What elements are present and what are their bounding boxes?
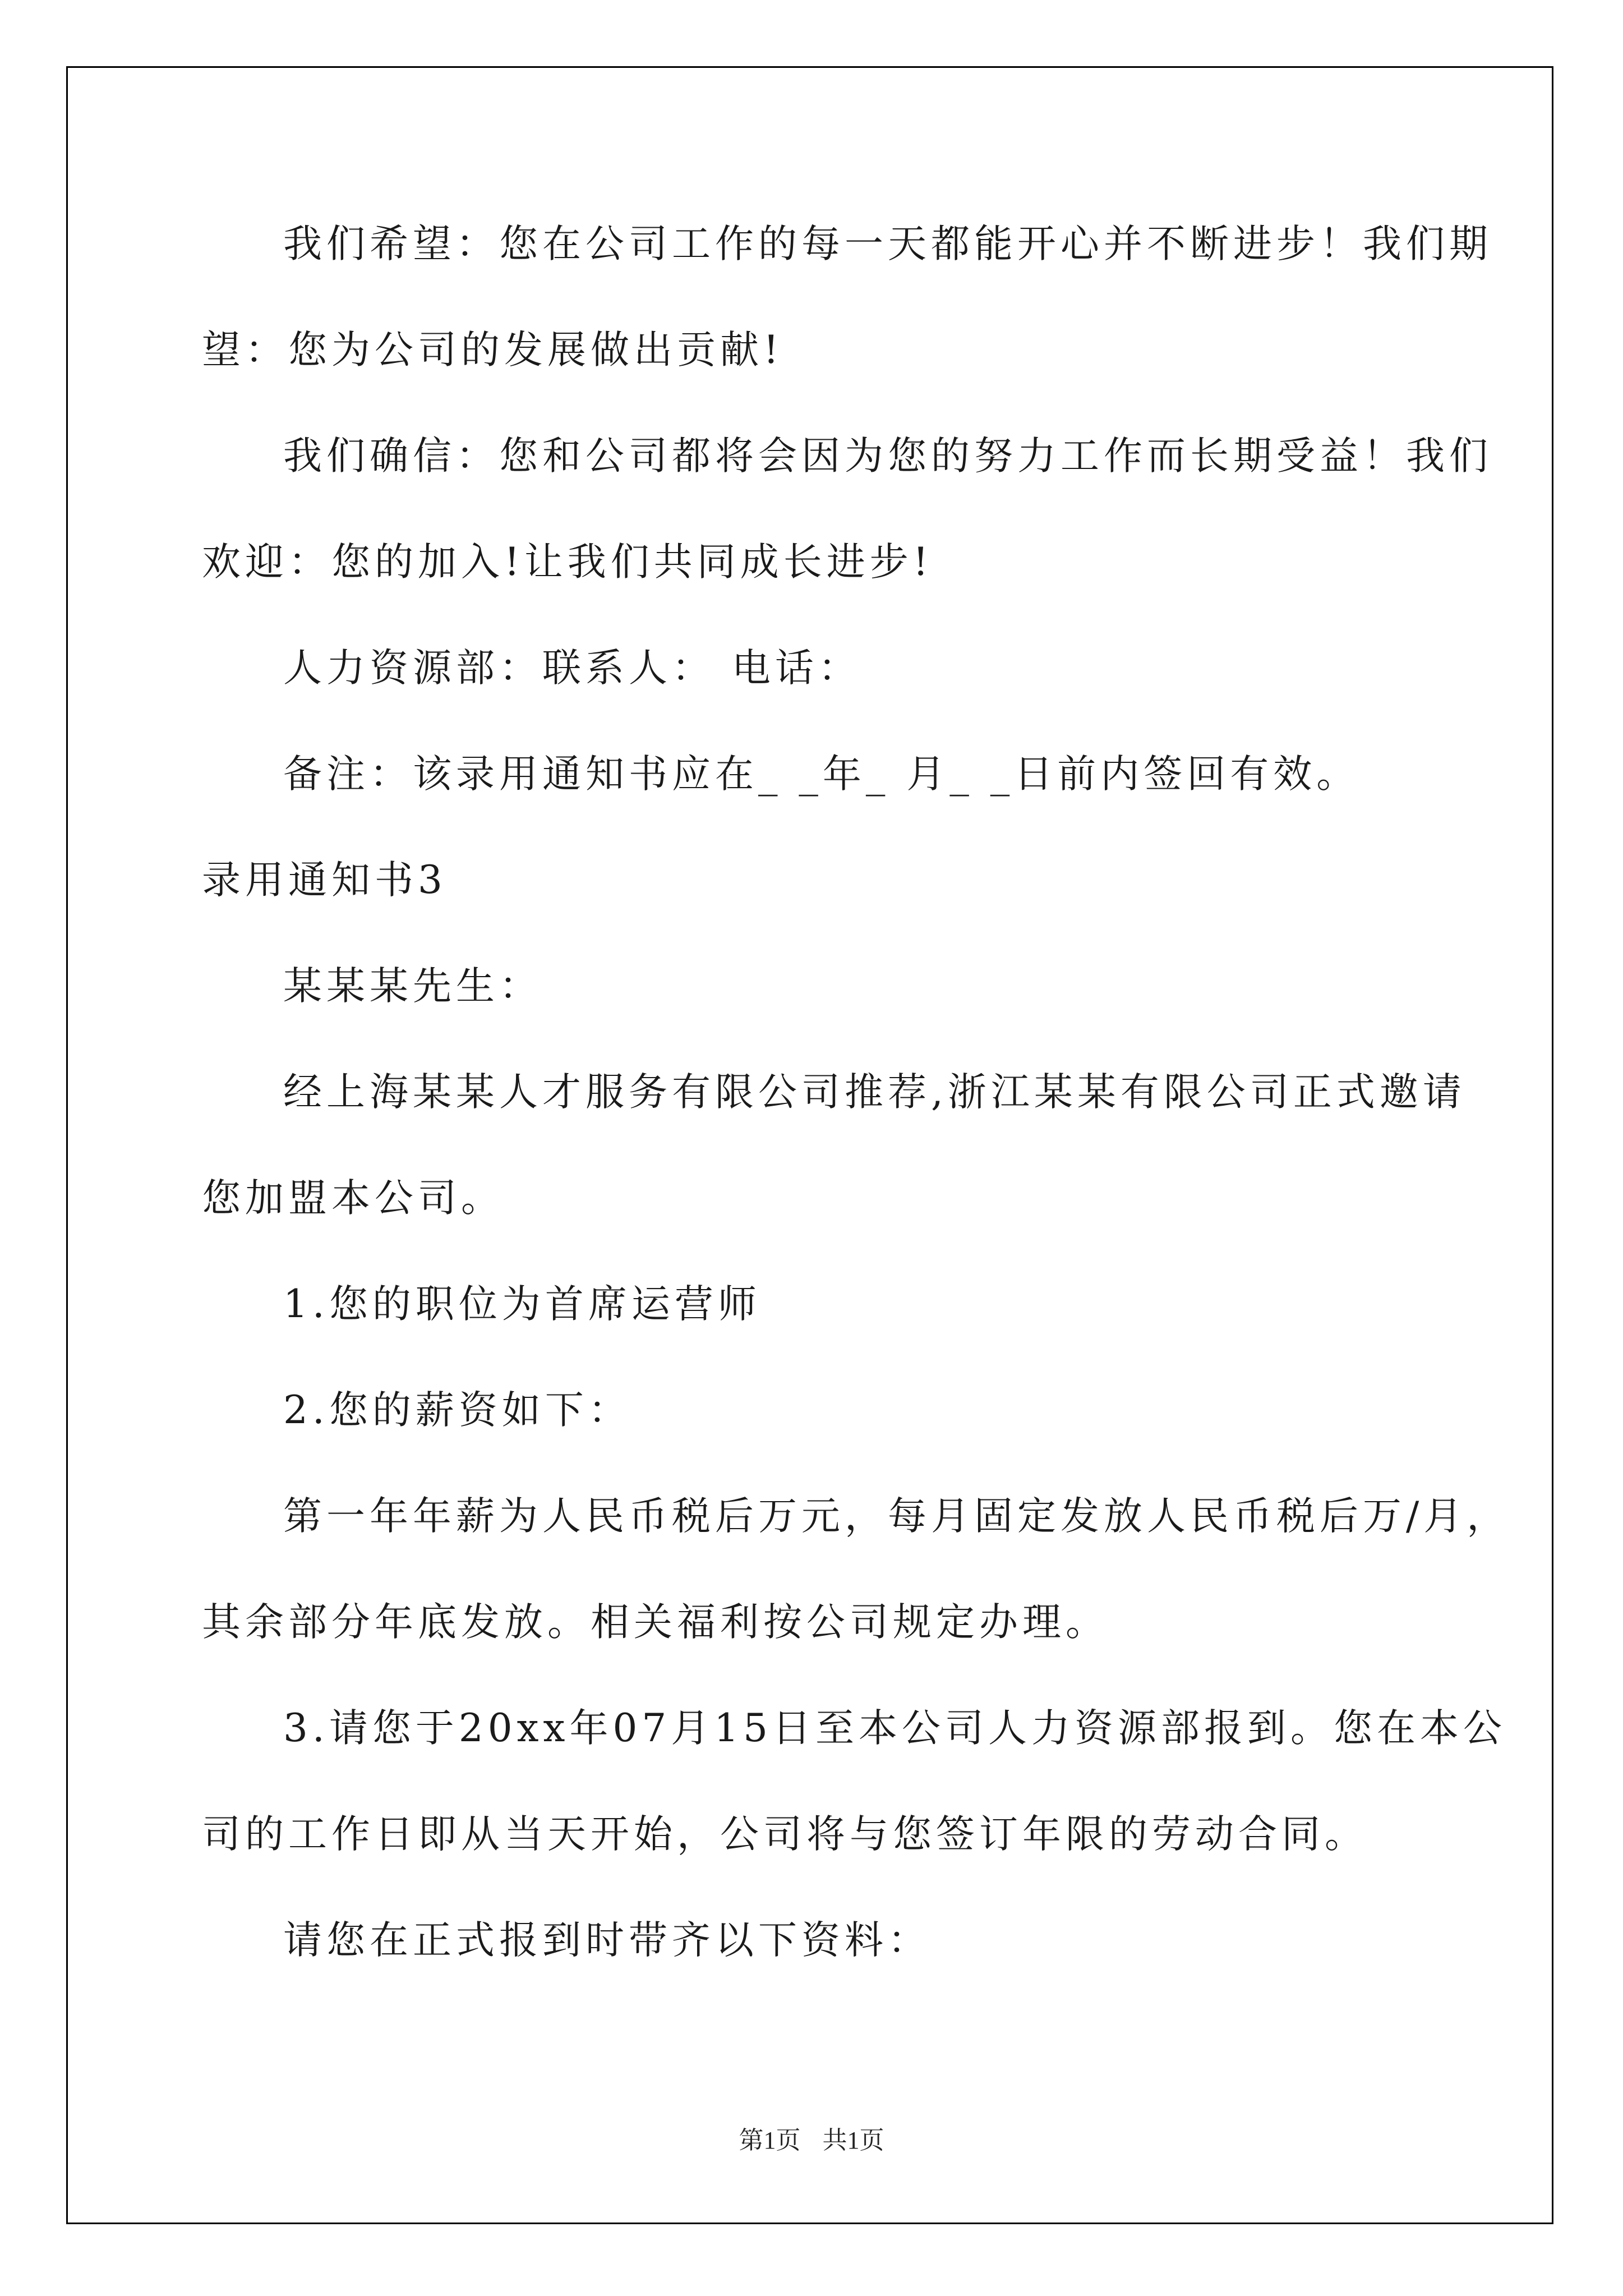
paragraph-line: 我们确信：您和公司都将会因为您的努力工作而长期受益！我们 — [283, 434, 1492, 478]
salutation: 某某某先生： — [283, 964, 542, 1009]
list-item: 2.您的薪资如下： — [283, 1388, 631, 1433]
page-footer — [0, 2125, 1623, 2156]
paragraph-line: 司的工作日即从当天开始，公司将与您签订年限的劳动合同。 — [202, 1812, 1368, 1857]
paragraph-line: 其余部分年底发放。相关福利按公司规定办理。 — [202, 1600, 1109, 1645]
paragraph-line: 望：您为公司的发展做出贡献! — [202, 328, 783, 372]
page-border — [66, 66, 1553, 2224]
paragraph-line: 第一年年薪为人民币税后万元，每月固定发放人民币税后万/月， — [283, 1494, 1510, 1539]
section-heading: 录用通知书3 — [202, 858, 447, 903]
list-item: 3.请您于20xx年07月15日至本公司人力资源部报到。您在本公 — [283, 1706, 1507, 1751]
contact-line: 人力资源部：联系人： 电话： — [283, 646, 861, 691]
paragraph-line: 请您在正式报到时带齐以下资料： — [283, 1918, 931, 1963]
paragraph-line: 您加盟本公司。 — [202, 1176, 504, 1221]
paragraph-line: 经上海某某人才服务有限公司推荐,浙江某某有限公司正式邀请 — [283, 1070, 1466, 1115]
page-total: 共1页 — [822, 2127, 884, 2154]
note-line: 备注：该录用通知书应在_ _年_ 月_ _日前内签回有效。 — [283, 752, 1360, 797]
paragraph-line: 欢迎：您的加入!让我们共同成长进步! — [202, 540, 933, 585]
page-number: 第1页 — [739, 2127, 801, 2154]
paragraph-line: 我们希望：您在公司工作的每一天都能开心并不断进步！我们期 — [283, 222, 1492, 266]
list-item: 1.您的职位为首席运营师 — [283, 1282, 761, 1327]
